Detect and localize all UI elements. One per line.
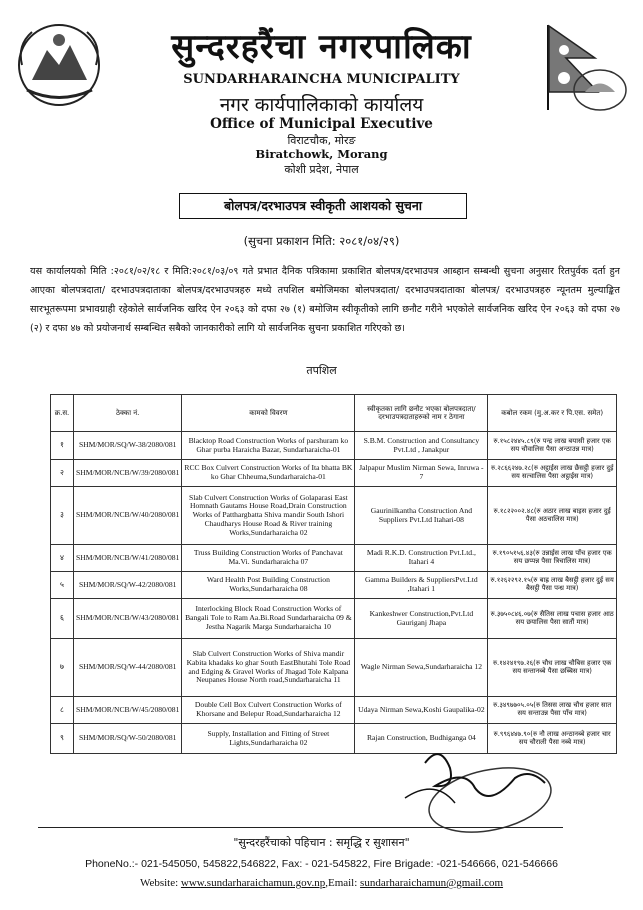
address-en: Biratchowk, Morang [255,147,388,161]
cell-bidder: Gamma Builders & SuppliersPvt.Ltd ,Itahari 1 [355,572,488,599]
cell-amount: रु.१४२४१९७.२६(रु चौध लाख चौबिस हजार एक सय सन्तानब्बे पैसा छब्बिस मात्र) [488,639,617,697]
cell-sn: १ [51,432,74,460]
cell-sn: ५ [51,572,74,599]
cell-sn: ८ [51,697,74,724]
province-np: कोशी प्रदेश, नेपाल [284,163,359,176]
cell-amount: रु.१५८२४४५.८९(रु पन्द्र लाख बयासी हजार एक सय चौवालिस पैसा अन्ठाउन्न मात्र) [488,432,617,460]
email-label: ,Email: [325,877,361,889]
cell-work: Slab Culvert Construction Works of Shiva mandir Kabita khadaks ko ghar South EastBhutahi Tole Road and Edging & Gravel Works of Jhagad Tole Kalpana Neupanes House North road,Sundarharaicha 11 [182,639,355,697]
cell-bidder: Rajan Construction, Budhiganga 04 [355,724,488,754]
cell-amount: रु.२८६६२४७.२८(रु अट्ठाईस लाख छैसट्ठी हजार दुई सय सत्चालिस पैसा अट्ठाईस मात्र) [488,460,617,487]
cell-sn: २ [51,460,74,487]
cell-work: Double Cell Box Culvert Construction Works of Khorsane and Belepur Road,Sundarharaicha 12 [182,697,355,724]
cell-amount: रु.१९०५१५६.४३(रु उन्नाईस लाख पाँच हजार एक सय छप्पन्न पैसा त्रिचालिस मात्र) [488,545,617,572]
header-amount: कबोल रकम (मु.अ.कर र पि.एस. समेत) [488,395,617,432]
footer-web [0,877,643,889]
table-row [51,432,617,460]
cell-bidder: Gaurinilkantha Construction And Suppliers Pvt.Ltd Itahari-08 [355,487,488,545]
cell-contract-no: SHM/MOR/SQ/W-44/2080/081 [74,639,182,697]
email-link[interactable]: sundarharaichamun@gmail.com [360,877,504,889]
cell-work: Ward Health Post Building Construction Works,Sundarharaicha 08 [182,572,355,599]
cell-contract-no: SHM/MOR/SQ/W-50/2080/081 [74,724,182,754]
cell-amount: रु.१८२२००२.४८(रु अठार लाख बाइस हजार दुई पैसा अठचालिस मात्र) [488,487,617,545]
table-header-row [51,395,617,432]
cell-work: Truss Building Construction Works of Panchavat Ma.Vi. Sundarharaicha 07 [182,545,355,572]
table-row [51,572,617,599]
cell-amount: रु.३७५०८४६.०७(रु सैतिस लाख पचास हजार आठ सय छयालिस पैसा सातौं मात्र) [488,599,617,639]
table-row [51,460,617,487]
cell-contract-no: SHM/MOR/NCB/W/40/2080/081 [74,487,182,545]
header-work: कामको विवरण [182,395,355,432]
municipality-name-np: सुन्दरहरैंचा नगरपालिका [171,27,472,67]
office-name-en: Office of Municipal Executive [210,116,433,132]
footer-divider [38,827,563,828]
publication-date: (सुचना प्रकाशन मिति: २०८१/०४/२९) [243,234,400,248]
footer-contact: PhoneNo.:- 021-545050, 545822,546822, Fax: - 021-545822, Fire Brigade: -021-546666, 021-546666 [85,858,558,870]
cell-sn: ७ [51,639,74,697]
address-np: विराटचौक, मोरङ [287,134,356,147]
office-name-np: नगर कार्यपालिकाको कार्यालय [219,94,424,116]
table-row [51,639,617,697]
cell-sn: ९ [51,724,74,754]
table-row [51,697,617,724]
cell-bidder: Wagle Nirman Sewa,Sundarharaicha 12 [355,639,488,697]
header-sn: क्र.स. [51,395,74,432]
cell-bidder: S.B.M. Construction and Consultancy Pvt.Ltd , Janakpur [355,432,488,460]
cell-sn: ४ [51,545,74,572]
cell-sn: ६ [51,599,74,639]
cell-contract-no: SHM/MOR/NCB/W/43/2080/081 [74,599,182,639]
cell-work: Blacktop Road Construction Works of parshuram ko Ghar purba Haraicha Bazar, Sundarharaicha-01 [182,432,355,460]
website-label: Website: [139,877,181,889]
table-heading: तपशिल [306,364,337,377]
cell-work: Interlocking Block Road Construction Works of Bangali Tole to Ram Aa.Bi.Road Sundarharaicha 09 & Jestha Nagarik Marga Sundarharaicha 10 [182,599,355,639]
cell-bidder: Jalpapur Muslim Nirman Sewa, Inruwa - 7 [355,460,488,487]
signature-stamp [395,738,560,838]
cell-amount: रु.३४९७७०५.०५(रु तिसस लाख चौध हजार सात सय सन्ताउन्न पैसा पाँच मात्र) [488,697,617,724]
cell-amount: रु.१२६२२९२.१५(रु बाह्र लाख बैसट्ठी हजार दुई सय बैसट्ठी पैसा पन्ध्र मात्र) [488,572,617,599]
cell-contract-no: SHM/MOR/NCB/W/41/2080/081 [74,545,182,572]
cell-contract-no: SHM/MOR/SQ/W-38/2080/081 [74,432,182,460]
cell-sn: ३ [51,487,74,545]
notice-title: बोलपत्र/दरभाउपत्र स्वीकृती आशयको सुचना [179,193,467,219]
cell-contract-no: SHM/MOR/SQ/W-42/2080/081 [74,572,182,599]
municipality-name-en: SUNDARHARAINCHA MUNICIPALITY [183,72,460,87]
notice-body: यस कार्यालयको मिति :२०८१/०२/१८ र मिति:२०८१/०३/०९ गते प्रभात दैनिक पत्रिकामा प्रकाशित बोलपत्र/दरभाउपत्र आब्हान सम्बन्धी सुचना अनुसार रितपुर्वक दर्ता हुन आएका बोलपत्रदाता/ दरभाउपत्रदाताका बोलपत्र/दरभाउपत्रहरु मध्ये तपशिल बमोजिमका बोलपत्रदाता/ दरभाउपत्रदाताका बोलपत्र/ दरभाउपत्रहरु न्यूनतम मुल्याङ्कित सारभूतरूपमा प्रभावग्राही रहेकोले सार्वजनिक खरिद ऐन २०६३ को दफा २७ (१) बमोजिम स्वीकृतीको लागि छनौट गरीने भएकोले सार्वजनिक खरिद ऐन २०६३ को दफा २७ (२) र दफा ४७ को प्रयोजनार्थ सम्बन्धित सबैको जानकारीको लागि यो सार्वजनिक सुचना प्रकाशित गरिएको छ। [30,266,620,334]
cell-bidder: Udaya Nirman Sewa,Koshi Gaupalika-02 [355,697,488,724]
header-contract-no: ठेक्का नं. [74,395,182,432]
cell-bidder: Kankeshwer Construction,Pvt.Ltd Gauriganj Jhapa [355,599,488,639]
table-row [51,487,617,545]
header-bidder: स्वीकृतका लागि छनौट भएका बोलपत्रदाता/दरभाउपत्रदाताहरुको नाम र ठेगाना [355,395,488,432]
contract-table [50,394,617,754]
table-row [51,545,617,572]
table-row [51,599,617,639]
cell-amount: रु.९९६४४७.९०(रु नौ लाख अन्ठानब्बे हजार चार सय चौराली पैसा नब्बे मात्र) [488,724,617,754]
cell-contract-no: SHM/MOR/NCB/W/39/2080/081 [74,460,182,487]
cell-work: RCC Box Culvert Construction Works of Ita bhatta BK ko Ghar Chheuma,Sundarharaicha-01 [182,460,355,487]
cell-contract-no: SHM/MOR/NCB/W/45/2080/081 [74,697,182,724]
website-link[interactable]: www.sundarharaichamun.gov.np [180,877,326,889]
cell-bidder: Madi R.K.D. Construction Pvt.Ltd., Itahari 4 [355,545,488,572]
cell-work: Slab Culvert Construction Works of Golaparasi East Homnath Gautams House Road,Drain Construction Works of Patthargbatta Shiva mandir South Ishori Chaudharys House Road & River training Works,Sundarharaicha 02 [182,487,355,545]
footer-slogan: "सुन्दरहरैंचाको पहिचान : समृद्धि र सुशासन" [233,836,410,849]
cell-work: Supply, Installation and Fitting of Street Lights,Sundarharaicha 02 [182,724,355,754]
